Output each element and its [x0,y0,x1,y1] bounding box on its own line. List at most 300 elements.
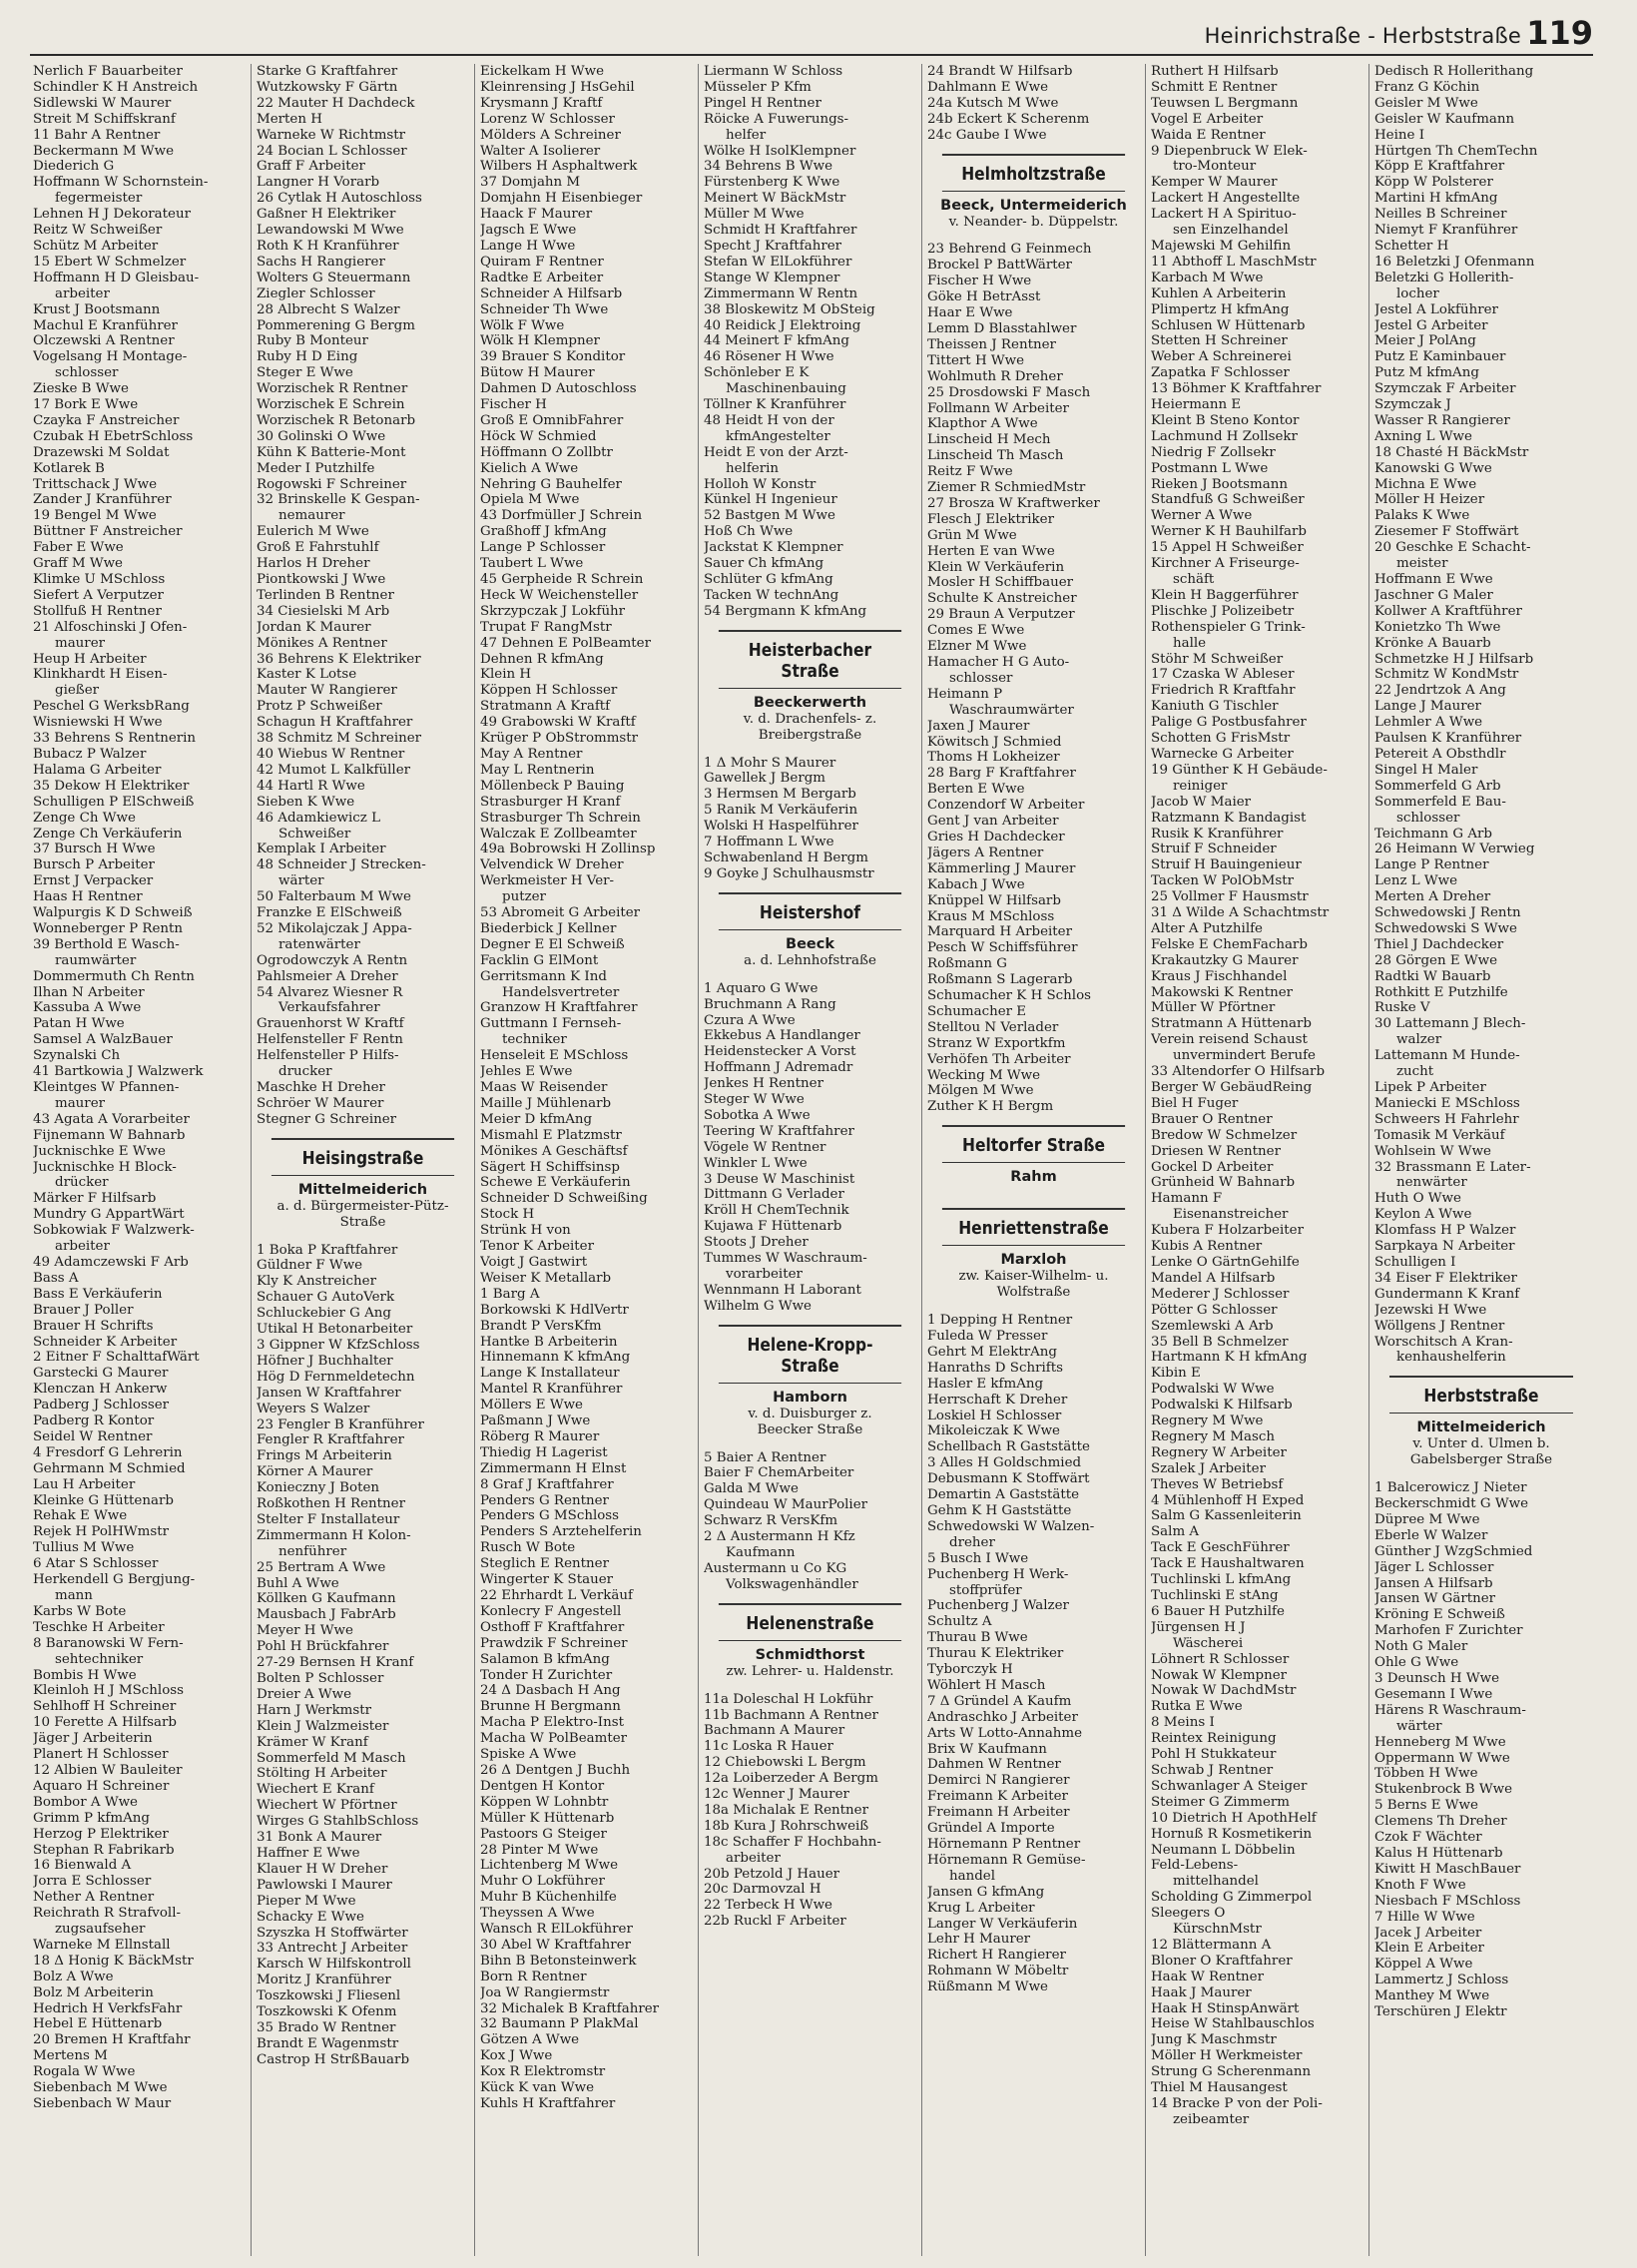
resident-entry: Volkswagenhändler [726,1576,858,1592]
resident-entry: Specht J Kraftfahrer [704,238,842,254]
resident-entry: Karsch W Hilfskontroll [257,1957,411,1973]
district-name: Beeck [786,935,834,952]
resident-entry: Trittschack J Wwe [33,476,158,492]
resident-entry: Lange H Wwe [480,238,576,254]
resident-entry: Zander J Kranführer [33,492,172,508]
resident-entry: Jestel A Lokführer [1374,301,1498,317]
resident-entry: Radtke E Arbeiter [480,270,604,285]
resident-entry: Schwanlager A Steiger [1151,1778,1308,1794]
resident-entry: Toszkowski K Ofenm [257,2004,397,2020]
resident-entry: Sägert H Schiffsinsp [480,1159,620,1175]
resident-entry: vorarbeiter [726,1267,803,1282]
resident-entry: Demirci N Rangierer [927,1773,1070,1789]
resident-entry: Röicke A Fuwerungs- [704,111,849,127]
resident-entry: Berten E Wwe [927,782,1025,798]
resident-entry: Dentgen H Kontor [480,1778,605,1794]
resident-entry: Dahmen W Rentner [927,1757,1061,1773]
resident-entry: Opiela M Wwe [480,492,580,508]
resident-entry: 10 Ferette A Hilfsarb [33,1715,178,1731]
resident-entry: 40 Reidick J Elektroing [704,317,861,333]
resident-entry: Reichrath R Strafvoll- [33,1906,182,1922]
resident-entry: Paulsen K Kranführer [1374,731,1522,747]
resident-entry: Klein H Baggerführer [1151,587,1299,603]
resident-entry: Schultz A [927,1614,992,1630]
resident-entry: Gawellek J Bergm [704,771,825,787]
resident-entry: putzer [502,889,546,905]
resident-entry: Handelsvertreter [502,984,620,1000]
resident-entry: Harlos H Dreher [257,556,370,572]
resident-entry: Starke G Kraftfahrer [257,64,398,79]
resident-entry: Plimpertz H kfmAng [1151,301,1290,317]
resident-entry: Rogala W Wwe [33,2064,136,2080]
resident-entry: wärter [1396,1718,1442,1734]
resident-entry: Kox J Wwe [480,2048,553,2064]
page-number: 119 [1526,14,1593,52]
resident-entry: Thurau B Wwe [927,1630,1028,1646]
resident-entry: Wäscherei [1173,1635,1244,1651]
resident-entry: Flesch J Elektriker [927,511,1054,527]
resident-entry: Theves W Betriebsf [1151,1476,1284,1492]
resident-entry: 48 Heidt H von der [704,412,834,428]
resident-entry: Tacken W PolObMstr [1151,873,1295,889]
resident-entry: Schumacher K H Schlos [927,988,1092,1004]
district-name: Rahm [1010,1169,1057,1186]
resident-entry: Ohle G Wwe [1374,1655,1459,1671]
resident-entry: stoffprüfer [949,1582,1022,1598]
resident-entry: 15 Appel H Schweißer [1151,540,1304,556]
resident-entry: Kubera F Holzarbeiter [1151,1223,1304,1239]
resident-entry: Strasburger H Kranf [480,794,621,810]
street-range: v. Neander- b. Düppelstr. [948,214,1119,230]
resident-entry: Konietzko Th Wwe [1374,619,1501,635]
resident-entry: Lorenz W Schlosser [480,111,615,127]
resident-entry: 4 Fresdorf G Lehrerin [33,1444,183,1460]
resident-entry: Bass E Verkäuferin [33,1286,163,1302]
resident-entry: 19 Günther K H Gebäude- [1151,762,1328,778]
resident-entry: Müller W Pförtner [1151,1000,1276,1016]
resident-entry: Teschke H Arbeiter [33,1619,165,1635]
resident-entry: Niedrig F Zollsekr [1151,444,1276,460]
resident-entry: schlosser [1396,810,1460,826]
spacer [927,1301,1140,1313]
resident-entry: Bombis H Wwe [33,1667,137,1683]
resident-entry: Klapthor A Wwe [927,416,1038,432]
resident-entry: halle [1173,635,1207,651]
resident-entry: 3 Deunsch H Wwe [1374,1671,1500,1686]
resident-entry: Quindeau W MaurPolier [704,1497,868,1513]
resident-entry: 7 Hoffmann L Wwe [704,835,834,850]
resident-entry: Kaniuth G Tischler [1151,699,1279,715]
resident-entry: Brauer J Poller [33,1302,134,1318]
resident-entry: Degner E El Schweiß [480,936,625,952]
resident-entry: Czura A Wwe [704,1012,796,1028]
resident-entry: schäft [1173,572,1215,587]
resident-entry: 18a Michalak E Rentner [704,1802,869,1818]
resident-entry: 12a Loiberzeder A Bergm [704,1771,878,1787]
resident-entry: Makowski K Rentner [1151,984,1294,1000]
street-range: zw. Kaiser-Wilhelm- u. [958,1269,1109,1285]
resident-entry: Lehmler A Wwe [1374,715,1483,731]
resident-entry: Langer W Verkäuferin [927,1916,1078,1932]
resident-entry: Tuchlinski L kfmAng [1151,1572,1292,1588]
resident-entry: Heimann P [927,686,1003,702]
resident-entry: Streit M Schiffskranf [33,111,176,127]
resident-entry: Petereit A Obsthdlr [1374,746,1506,762]
resident-entry: Piontkowski J Wwe [257,572,386,587]
spacer [704,1680,916,1692]
resident-entry: Stukenbrock B Wwe [1374,1782,1512,1798]
resident-entry: Wutzkowsky F Gärtn [257,79,398,95]
resident-entry: Schagun H Kraftfahrer [257,715,413,731]
resident-entry: Harn J Werkmstr [257,1702,372,1718]
resident-entry: Knüppel W Hilfsarb [927,892,1061,908]
district-name: Mittelmeiderich [297,1181,428,1198]
resident-entry: 9 Diepenbruck W Elek- [1151,143,1308,159]
resident-entry: Salamon B kfmAng [480,1651,610,1667]
resident-entry: Jezewski H Wwe [1374,1302,1487,1318]
resident-entry: Borkowski K HdlVertr [480,1302,629,1318]
resident-entry: Rutka E Wwe [1151,1699,1243,1715]
resident-entry: Comes E Wwe [927,623,1025,639]
resident-entry: 5 Busch I Wwe [927,1550,1029,1566]
resident-entry: Walpurgis K D Schweiß [33,905,193,921]
resident-entry: drücker [55,1175,109,1191]
resident-entry: Düpree M Wwe [1374,1511,1480,1527]
resident-entry: Worzischek R Rentner [257,381,408,397]
resident-entry: Göke H BetrAsst [927,289,1041,305]
resident-entry: Facklin G ElMont [480,952,599,968]
resident-entry: Schwedowski J Rentn [1374,905,1521,921]
resident-entry: Bolten P Schlosser [257,1671,384,1686]
resident-entry: Steger E Wwe [257,365,353,381]
resident-entry: Driesen W Rentner [1151,1143,1282,1159]
resident-entry: Diederich G [33,159,115,175]
resident-entry: Worzischek E Schrein [257,397,405,413]
resident-entry: 5 Berns E Wwe [1374,1798,1478,1814]
resident-entry: Pohl H Brückfahrer [257,1639,389,1655]
resident-entry: arbeiter [726,1850,781,1866]
resident-entry: 46 Adamkiewicz L [257,810,380,826]
resident-entry: 23 Fengler B Kranführer [257,1417,424,1432]
resident-entry: Sommerfeld G Arb [1374,778,1501,794]
resident-entry: 1 Δ Mohr S Maurer [704,755,836,771]
resident-entry: Hedrich H VerkfsFahr [33,2000,183,2016]
resident-entry: Langner H Vorarb [257,175,380,191]
resident-entry: Hoffmann H D Gleisbau- [33,270,200,285]
resident-entry: Henneberg M Wwe [1374,1734,1506,1750]
resident-entry: 40 Wiebus W Rentner [257,746,405,762]
resident-entry: Siebenbach W Maur [33,2096,172,2111]
resident-entry: Struif F Schneider [1151,842,1277,857]
resident-entry: Lenke O GärtnGehilfe [1151,1254,1300,1270]
resident-entry: Mundry G AppartWärt [33,1207,185,1223]
resident-entry: Günther J WzgSchmied [1374,1543,1533,1559]
resident-entry: Herzog P Elektriker [33,1826,169,1842]
resident-entry: Osthoff F Kraftfahrer [480,1619,625,1635]
resident-entry: Bruchmann A Rang [704,996,836,1012]
resident-entry: walzer [1396,1032,1442,1048]
resident-entry: Eulerich M Wwe [257,524,369,540]
resident-entry: Moritz J Kranführer [257,1973,391,1988]
resident-entry: Tack E GeschFührer [1151,1540,1290,1556]
resident-entry: 25 Vollmer F Hausmstr [1151,889,1309,905]
resident-entry: Zimmermann H Elnst [480,1460,627,1476]
resident-entry: mann [55,1588,93,1603]
resident-entry: 8 Baranowski W Fern- [33,1635,184,1651]
resident-entry: Biel H Fuger [1151,1095,1239,1111]
resident-entry: Meder I Putzhilfe [257,460,375,476]
resident-entry: Sobotka A Wwe [704,1107,811,1123]
resident-entry: 36 Behrens K Elektriker [257,651,421,667]
resident-entry: 22b Ruckl F Arbeiter [704,1914,846,1930]
resident-entry: Granzow H Kraftfahrer [480,1000,638,1016]
resident-entry: Bolz M Arbeiterin [33,1984,154,2000]
resident-entry: Lange K Installateur [480,1366,620,1382]
resident-entry: Schluckebier G Ang [257,1306,391,1322]
resident-entry: Gent J van Arbeiter [927,814,1059,830]
resident-entry: Lange P Rentner [1374,857,1489,873]
resident-entry: Schmitz W KondMstr [1374,667,1519,683]
resident-entry: Muhr O Lokführer [480,1874,605,1890]
resident-entry: Schetter H [1374,238,1449,254]
resident-entry: Steglich E Rentner [480,1556,609,1572]
resident-entry: Pieper M Wwe [257,1893,356,1909]
resident-entry: 10 Dietrich H ApothHelf [1151,1810,1317,1826]
resident-entry: Krug L Arbeiter [927,1900,1035,1916]
resident-entry: Geisler W Kaufmann [1374,111,1515,127]
resident-entry: 35 Dekow H Elektriker [33,778,190,794]
resident-entry: Bombor A Wwe [33,1794,138,1810]
resident-entry: Krysmann J Kraftf [480,95,603,111]
resident-entry: 24a Kutsch M Wwe [927,95,1059,111]
resident-entry: Maas W Reisender [480,1080,608,1095]
resident-entry: Warneke M Ellnstall [33,1937,171,1953]
resident-entry: Plischke J Polizeibetr [1151,603,1295,619]
resident-entry: techniker [502,1032,567,1048]
resident-entry: zeibeamter [1173,2111,1250,2127]
resident-entry: Putz M kfmAng [1374,365,1479,381]
resident-entry: Jäger J Arbeiterin [33,1731,153,1747]
resident-entry: Tenor K Arbeiter [480,1239,594,1255]
resident-entry: Penders G Rentner [480,1492,609,1508]
street-range: v. Unter d. Ulmen b. [1412,1436,1550,1452]
resident-entry: Möller H Heizer [1374,492,1485,508]
resident-entry: Rusik K Kranführer [1151,826,1284,842]
resident-entry: Kuhls H Kraftfahrer [480,2096,616,2111]
resident-entry: Jagsch E Wwe [480,223,577,239]
resident-entry: Heine I [1374,127,1424,143]
resident-entry: Trupat F RangMstr [480,619,612,635]
resident-entry: Guttmann I Fernseh- [480,1016,622,1032]
resident-entry: Schotten G FrisMstr [1151,731,1291,747]
resident-entry: 6 Atar S Schlosser [33,1556,159,1572]
resident-entry: Haak J Maurer [1151,1984,1252,2000]
resident-entry: Wasser R Rangierer [1374,412,1510,428]
resident-entry: Richert H Rangierer [927,1948,1066,1964]
resident-entry: 8 Meins I [1151,1715,1215,1731]
resident-entry: Drazewski M Soldat [33,444,170,460]
resident-entry: Schlusen W Hüttenarb [1151,317,1306,333]
resident-entry: Szymczak F Arbeiter [1374,381,1516,397]
resident-entry: Lackert H Angestellte [1151,191,1301,207]
resident-entry: Wirges G StahlbSchloss [257,1814,419,1830]
resident-entry: 42 Mumot L Kalkfüller [257,762,411,778]
resident-entry: Wecking M Wwe [927,1067,1041,1083]
resident-entry: Höffmann O Zollbtr [480,444,613,460]
resident-entry: Jehles E Wwe [480,1064,573,1080]
resident-entry: Wonneberger P Rentn [33,920,184,936]
resident-entry: 43 Agata A Vorarbeiter [33,1111,190,1127]
resident-entry: Ruske V [1374,1000,1430,1016]
resident-entry: Kollwer A Kraftführer [1374,603,1522,619]
resident-entry: Voigt J Gastwirt [480,1254,588,1270]
resident-entry: 31 Bonk A Maurer [257,1830,382,1846]
resident-entry: Brunne H Bergmann [480,1699,621,1715]
spacer [1374,1468,1588,1480]
resident-entry: Zenge Ch Wwe [33,810,136,826]
resident-entry: Köppen H Schlosser [480,683,618,699]
resident-entry: reiniger [1173,778,1228,794]
resident-entry: Klein J Walzmeister [257,1718,389,1734]
street-heading: Heisingstraße [272,1138,454,1176]
resident-entry: 17 Czaska W Ableser [1151,667,1295,683]
resident-entry: Ruthert H Hilfsarb [1151,64,1279,79]
resident-entry: Palaks K Wwe [1374,508,1470,524]
resident-entry: Huth O Wwe [1374,1191,1461,1207]
resident-entry: Köppel A Wwe [1374,1957,1473,1973]
resident-entry: 3 Hermsen M Bergarb [704,787,856,803]
spacer [704,1438,916,1450]
resident-entry: Werkmeister H Ver- [480,873,615,889]
resident-entry: Maniecki E MSchloss [1374,1095,1520,1111]
resident-entry: 26 Δ Dentgen J Buchh [480,1762,631,1778]
resident-entry: Werner K H Bauhilfarb [1151,524,1307,540]
resident-entry: 24 Bocian L Schlosser [257,143,407,159]
resident-entry: Hasler E kfmAng [927,1376,1044,1392]
resident-entry: Bloner O Kraftfahrer [1151,1953,1293,1969]
resident-entry: Fischer H [480,397,547,413]
resident-entry: 22 Jendrtzok A Ang [1374,683,1506,699]
resident-entry: 1 Depping H Rentner [927,1313,1073,1329]
resident-entry: schlosser [949,670,1013,686]
resident-entry: 50 Falterbaum M Wwe [257,889,411,905]
resident-entry: Wansch R ElLokführer [480,1922,633,1938]
district-name: Beeckerwerth [753,694,867,711]
resident-entry: Czubak H EbetrSchloss [33,428,194,444]
resident-entry: Thoms H Lokheizer [927,750,1060,766]
resident-entry: Rüßmann M Wwe [927,1980,1048,1995]
resident-entry: Zuther K H Bergm [927,1099,1054,1115]
resident-entry: Kleinrensing J HsGehil [480,79,635,95]
resident-entry: Brauer H Schrifts [33,1318,154,1334]
resident-entry: Hürtgen Th ChemTechn [1374,143,1538,159]
resident-entry: 14 Bracke P von der Poli- [1151,2096,1323,2111]
resident-entry: Jansen A Hilfsarb [1374,1575,1493,1591]
resident-entry: Patan H Wwe [33,1016,125,1032]
resident-entry: Stange W Klempner [704,270,840,285]
directory-column [475,64,699,2256]
resident-entry: 24b Eckert K Scherenm [927,111,1090,127]
resident-entry: Utikal H Betonarbeiter [257,1322,413,1338]
resident-entry: Groß E Fahrstuhlf [257,540,379,556]
resident-entry: 30 Abel W Kraftfahrer [480,1937,632,1953]
resident-entry: 6 Bauer H Putzhilfe [1151,1603,1285,1619]
resident-entry: Schulligen I [1374,1254,1456,1270]
street-range: Straße [339,1214,386,1230]
resident-entry: Tittert H Wwe [927,352,1025,368]
resident-entry: Lemm D Blasstahlwer [927,320,1077,336]
resident-entry: 3 Gippner W KfzSchloss [257,1337,420,1353]
resident-entry: 38 Schmitz M Schreiner [257,731,422,747]
resident-entry: Lackert H A Spirituo- [1151,207,1297,223]
resident-entry: Stratmann A Hüttenarb [1151,1016,1313,1032]
resident-entry: Fischer H Wwe [927,274,1032,289]
resident-entry: Wiechert E Kranf [257,1782,374,1798]
resident-entry: 19 Bengel M Wwe [33,508,157,524]
resident-entry: Hörnemann R Gemüse- [927,1852,1086,1868]
resident-entry: Hörnemann P Rentner [927,1837,1081,1852]
resident-entry: Michna E Wwe [1374,476,1477,492]
resident-entry: Niesbach F MSchloss [1374,1893,1521,1909]
resident-entry: Mönikes A Rentner [257,635,387,651]
resident-entry: 1 Balcerowicz J Nieter [1374,1480,1527,1496]
resident-entry: Schneider D Schweißing [480,1191,648,1207]
resident-entry: Sehlhoff H Schreiner [33,1699,177,1715]
resident-entry: Alter A Putzhilfe [1151,920,1263,936]
resident-entry: Nerlich F Bauarbeiter [33,64,183,79]
resident-entry: 18b Kura J Rohrschweiß [704,1818,869,1834]
resident-entry: Warneke W Richtmstr [257,127,406,143]
resident-entry: Domjahn H Eisenbieger [480,191,643,207]
resident-entry: Castrop H StrßBauarb [257,2051,410,2067]
resident-entry: 4 Mühlenhoff H Exped [1151,1492,1305,1508]
resident-entry: 20 Bremen H Kraftfahr [33,2032,191,2048]
resident-entry: Tonder H Zurichter [480,1667,613,1683]
resident-entry: Stöhr M Schweißer [1151,651,1284,667]
resident-entry: 48 Schneider J Strecken- [257,857,426,873]
resident-entry: 11a Doleschal H Lokführ [704,1691,873,1707]
resident-entry: Tomasik M Verkäuf [1374,1127,1505,1143]
resident-entry: Grünheid W Bahnarb [1151,1175,1296,1191]
resident-entry: Freimann H Arbeiter [927,1805,1070,1821]
resident-entry: Hantke B Arbeiterin [480,1334,618,1350]
resident-entry: 20c Darmovzal H [704,1882,821,1898]
resident-entry: Warnecke G Arbeiter [1151,746,1294,762]
resident-entry: Kotlarek B [33,460,105,476]
resident-entry: Penders G MSchloss [480,1508,620,1524]
resident-entry: Zimmermann H Kolon- [257,1527,411,1543]
resident-entry: Grauenhorst W Kraftf [257,1016,404,1032]
resident-entry: 33 Altendorfer O Hilfsarb [1151,1064,1326,1080]
resident-entry: Rusch W Bote [480,1540,576,1556]
resident-entry: Kaster K Lotse [257,667,357,683]
resident-entry: Friedrich R Kraftfahr [1151,683,1296,699]
resident-entry: Walter A Isolierer [480,143,601,159]
resident-entry: 26 Cytlak H Autoschloss [257,191,422,207]
resident-entry: 32 Brinskelle K Gespan- [257,492,420,508]
resident-entry: Hinnemann K kfmAng [480,1350,631,1366]
resident-entry: Keylon A Wwe [1374,1207,1472,1223]
resident-entry: Stegner G Schreiner [257,1111,397,1127]
resident-entry: Köppen W Lohnbtr [480,1794,609,1810]
resident-entry: Austermann u Co KG [704,1560,847,1576]
resident-entry: Hebel E Hüttenarb [33,2016,163,2032]
resident-entry: Walczak E Zollbeamter [480,826,637,842]
resident-entry: Kalus H Hüttenarb [1374,1845,1503,1861]
resident-entry: nemaurer [278,508,345,524]
resident-entry: Kox R Elektromstr [480,2064,606,2080]
resident-entry: Arts W Lotto-Annahme [927,1725,1083,1741]
